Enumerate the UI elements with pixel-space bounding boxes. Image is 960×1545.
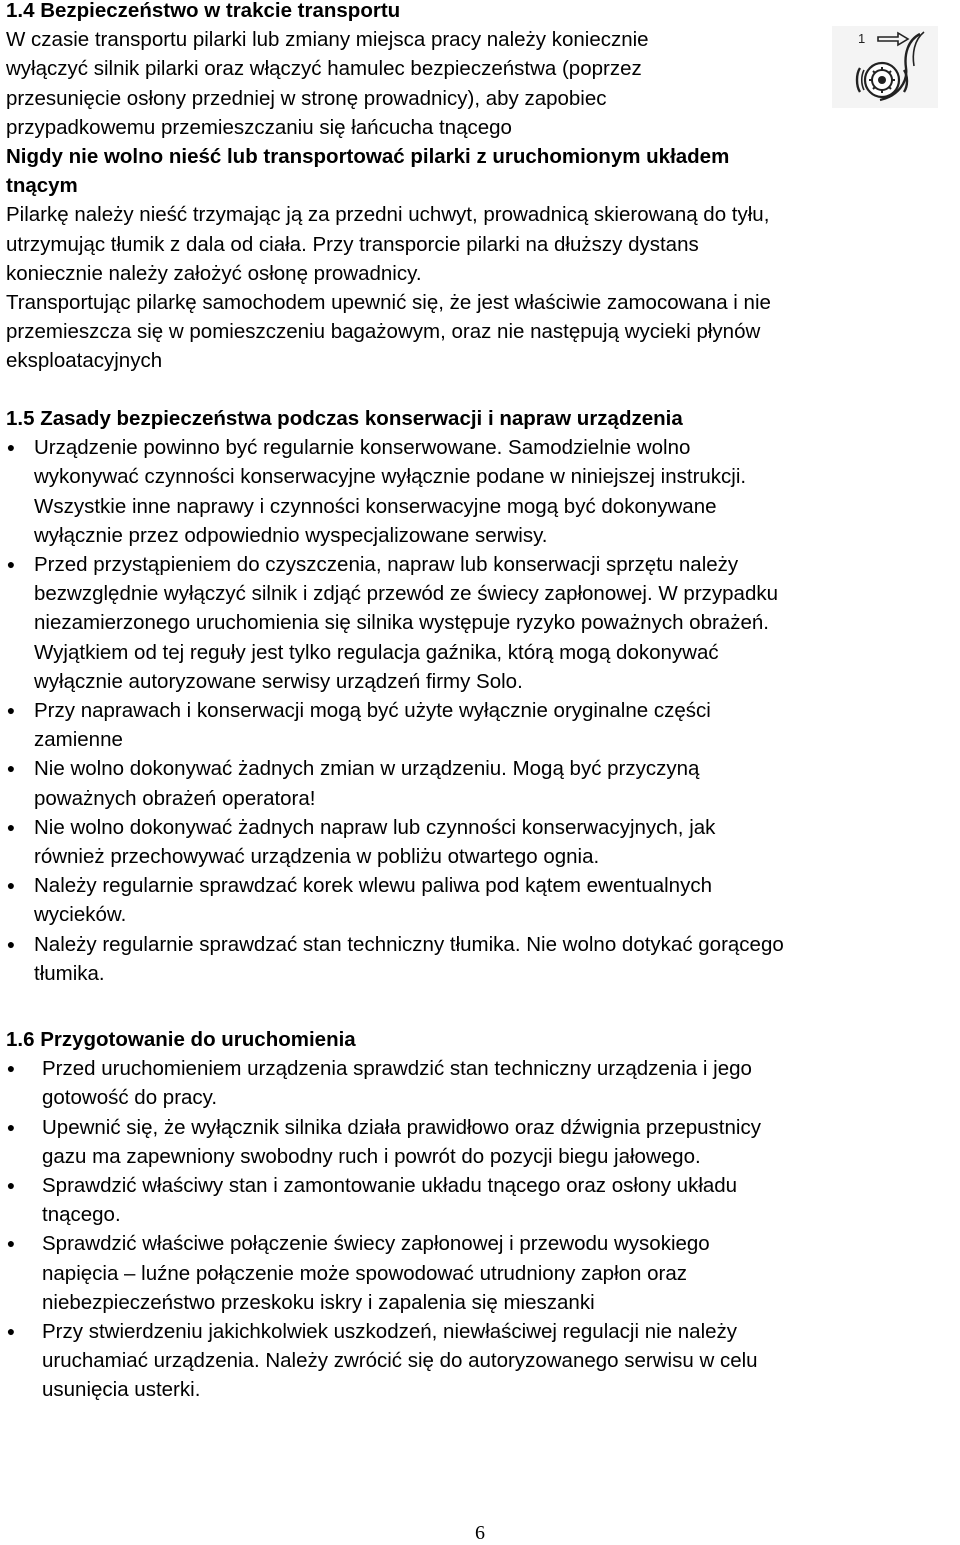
- bullet-icon: ●: [6, 1177, 16, 1194]
- text-line: W czasie transportu pilarki lub zmiany miejsca pracy należy koniecznie: [6, 28, 649, 52]
- text-line: bezwzględnie wyłączyć silnik i zdjąć przewód ze świecy zapłonowej. W przypadku: [34, 582, 779, 606]
- section-1-6: [6, 1025, 761, 1405]
- text-line: Nie wolno dokonywać żadnych napraw lub czynności konserwacyjnych, jak: [34, 815, 716, 839]
- text-line: usunięcia usterki.: [42, 1378, 201, 1402]
- text-line: Wyjątkiem od tej reguły jest tylko regulacja gaźnika, którą mogą dokonywać: [34, 640, 719, 664]
- text-line: Przed przystąpieniem do czyszczenia, napraw lub konserwacji sprzętu należy: [34, 553, 739, 577]
- text-line: Urządzenie powinno być regularnie konserwowane. Samodzielnie wolno: [34, 436, 691, 460]
- text-line: uruchamiać urządzenia. Należy zwrócić się do autoryzowanego serwisu w celu: [42, 1349, 758, 1373]
- list-item: [6, 930, 784, 988]
- figure-label: 1: [858, 31, 866, 46]
- text-line: Należy regularnie sprawdzać stan techniczny tłumika. Nie wolno dotykać gorącego: [34, 932, 784, 956]
- section-1-4: [6, 0, 771, 376]
- section-heading: 1.6 Przygotowanie do uruchomienia: [6, 1028, 356, 1051]
- chain-brake-illustration: [832, 26, 938, 108]
- bullet-icon: ●: [6, 1235, 16, 1252]
- section-heading: 1.5 Zasady bezpieczeństwa podczas konserwacji i napraw urządzenia: [6, 407, 683, 430]
- text-line: wyłącznie autoryzowane serwisy urządzeń firmy Solo.: [34, 669, 523, 693]
- text-line: Pilarkę należy nieść trzymając ją za przedni uchwyt, prowadnicą skierowaną do tyłu,: [6, 203, 770, 227]
- text-line: wyłącznie przez odpowiednio wyspecjalizowane serwisy.: [34, 523, 548, 547]
- bullet-icon: ●: [6, 1323, 16, 1340]
- text-line: wycieków.: [34, 903, 127, 927]
- section-heading: 1.4 Bezpieczeństwo w trakcie transportu: [6, 0, 401, 22]
- bullet-icon: ●: [6, 935, 16, 952]
- text-line: niezamierzonego uruchomienia się silnika występuje ryzyko poważnych obrażeń.: [34, 611, 769, 635]
- bullet-icon: ●: [6, 702, 16, 719]
- warning-line: Nigdy nie wolno nieść lub transportować pilarki z uruchomionym układem: [6, 145, 730, 169]
- bullet-icon: ●: [6, 760, 16, 777]
- list-item: [6, 871, 784, 929]
- list-item: [6, 1229, 761, 1317]
- text-line: przesunięcie osłony przedniej w stronę prowadnicy), aby zapobiec: [6, 86, 607, 110]
- list-item: [6, 1054, 761, 1112]
- list-item: [6, 1113, 761, 1171]
- list-item: [6, 550, 784, 696]
- bullet-icon: ●: [6, 439, 16, 456]
- text-line: koniecznie należy założyć osłonę prowadnicy.: [6, 261, 422, 285]
- text-line: przypadkowemu przemieszczaniu się łańcucha tnącego: [6, 115, 512, 139]
- bullet-icon: ●: [6, 1118, 16, 1135]
- text-line: poważnych obrażeń operatora!: [34, 786, 316, 810]
- text-line: gazu ma zapewniony swobodny ruch i powrót do pozycji biegu jałowego.: [42, 1144, 701, 1168]
- text-line: Sprawdzić właściwy stan i zamontowanie układu tnącego oraz osłony układu: [42, 1174, 738, 1198]
- text-line: niebezpieczeństwo przeskoku iskry i zapalenia się mieszanki: [42, 1290, 595, 1314]
- bullet-icon: ●: [6, 1060, 16, 1077]
- text-line: napięcia – luźne połączenie może spowodować utrudniony zapłon oraz: [42, 1261, 688, 1285]
- list-item: [6, 1317, 761, 1405]
- text-line: gotowość do pracy.: [42, 1086, 218, 1110]
- list-item: [6, 1171, 761, 1229]
- text-line: Wszystkie inne naprawy i czynności konserwacyjne mogą być dokonywane: [34, 494, 717, 518]
- list-item: [6, 433, 784, 550]
- text-line: również przechowywać urządzenia w pobliżu otwartego ognia.: [34, 845, 600, 869]
- list-item: [6, 754, 784, 812]
- text-line: Przy stwierdzeniu jakichkolwiek uszkodzeń, niewłaściwej regulacji nie należy: [42, 1320, 738, 1344]
- text-line: Sprawdzić właściwe połączenie świecy zapłonowej i przewodu wysokiego: [42, 1232, 710, 1256]
- text-line: Należy regularnie sprawdzać korek wlewu paliwa pod kątem ewentualnych: [34, 874, 712, 898]
- text-line: Nie wolno dokonywać żadnych zmian w urządzeniu. Mogą być przyczyną: [34, 757, 700, 781]
- text-line: wykonywać czynności konserwacyjne wyłącznie podane w niniejszej instrukcji.: [34, 465, 747, 489]
- text-line: Upewnić się, że wyłącznik silnika działa prawidłowo oraz dźwignia przepustnicy: [42, 1115, 761, 1139]
- list-item: [6, 813, 784, 871]
- bullet-icon: ●: [6, 818, 16, 835]
- text-line: wyłączyć silnik pilarki oraz włączyć hamulec bezpieczeństwa (poprzez: [6, 57, 642, 81]
- text-line: eksploatacyjnych: [6, 349, 163, 373]
- text-line: zamienne: [34, 728, 123, 752]
- page-number: 6: [475, 1522, 485, 1544]
- bullet-icon: ●: [6, 556, 16, 573]
- text-line: tłumika.: [34, 961, 105, 985]
- text-line: utrzymując tłumik z dala od ciała. Przy transporcie pilarki na dłuższy dystans: [6, 232, 699, 256]
- list-item: [6, 696, 784, 754]
- chain-brake-icon: [832, 26, 938, 108]
- text-line: tnącego.: [42, 1203, 121, 1227]
- text-line: Przy naprawach i konserwacji mogą być użyte wyłącznie oryginalne części: [34, 699, 711, 723]
- section-1-5: [6, 404, 784, 988]
- warning-line: tnącym: [6, 174, 78, 198]
- bullet-icon: ●: [6, 877, 16, 894]
- text-line: Transportując pilarkę samochodem upewnić się, że jest właściwie zamocowana i nie: [6, 291, 771, 315]
- text-line: przemieszcza się w pomieszczeniu bagażowym, oraz nie następują wycieki płynów: [6, 320, 761, 344]
- text-line: Przed uruchomieniem urządzenia sprawdzić stan techniczny urządzenia i jego: [42, 1057, 752, 1081]
